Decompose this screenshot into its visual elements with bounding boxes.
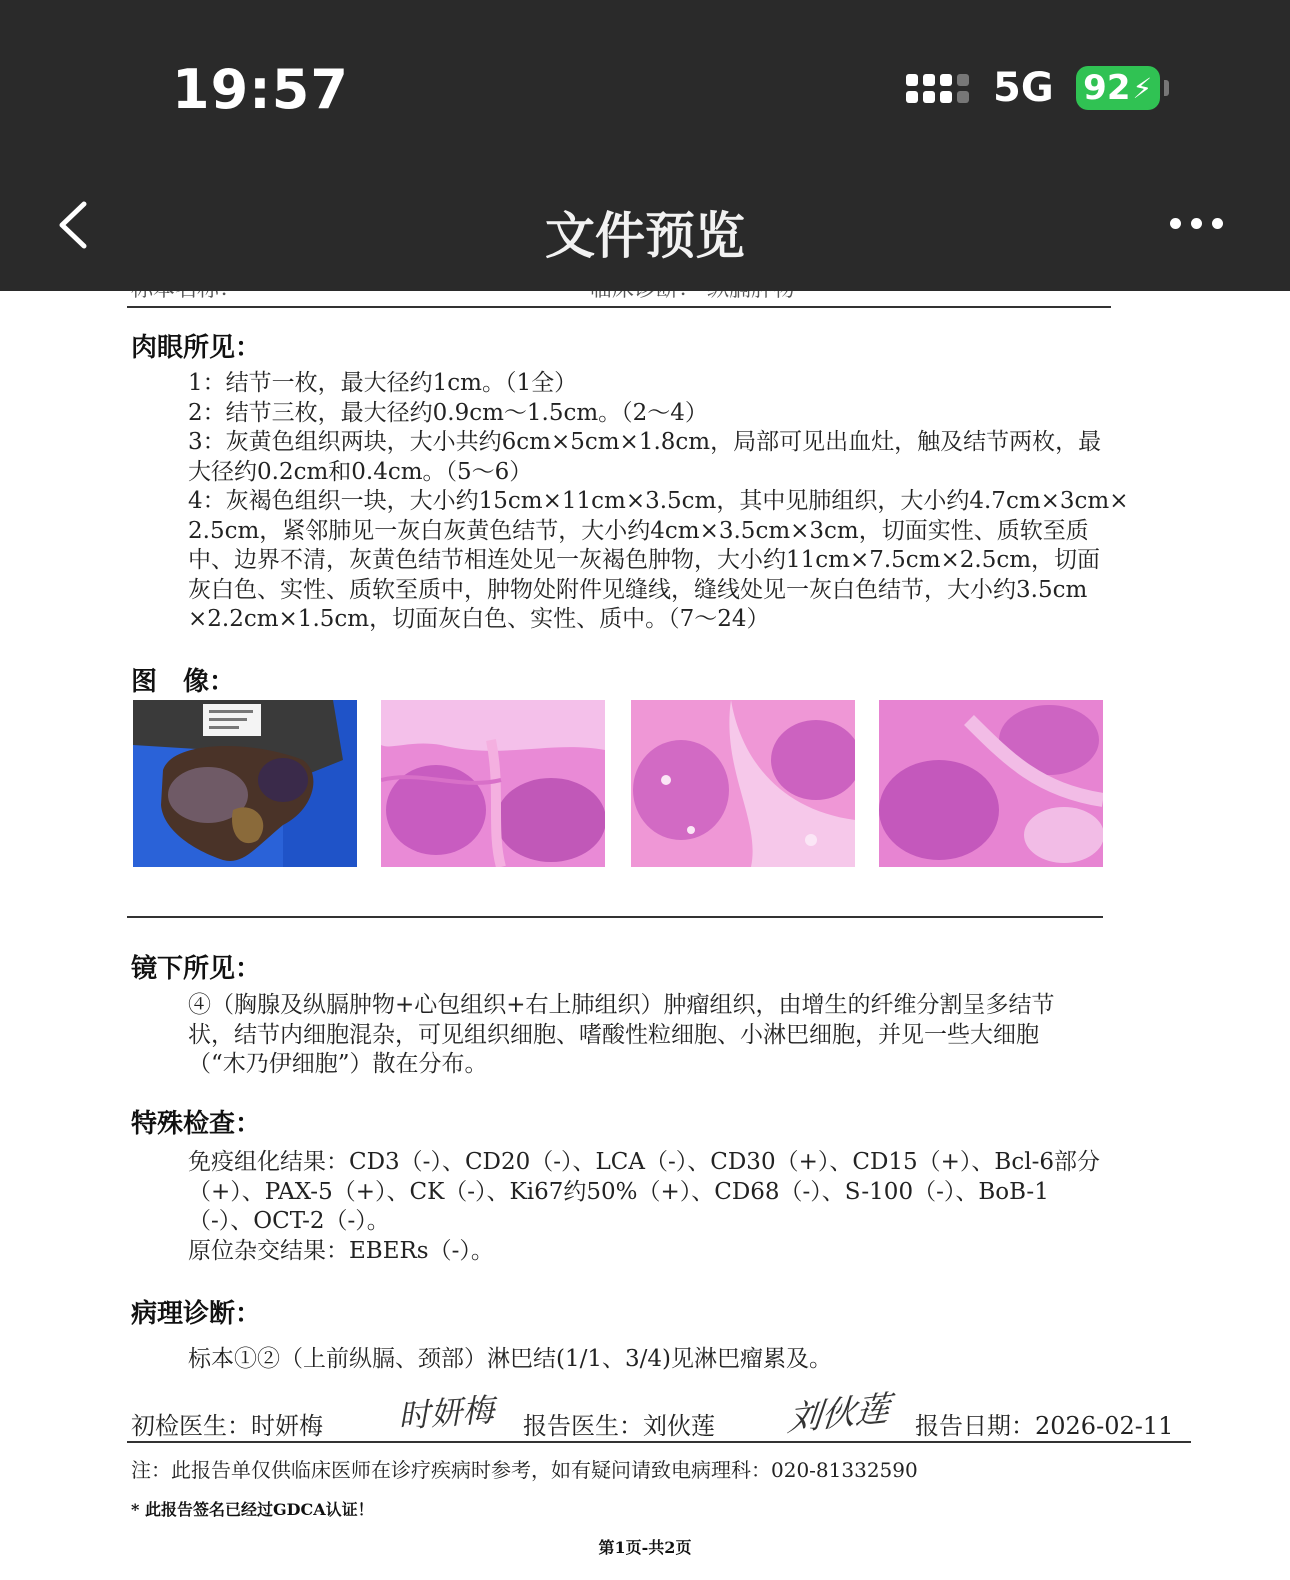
first-doctor-signature: 时妍梅 <box>396 1390 496 1436</box>
report-date-label: 报告日期： <box>915 1412 1035 1440</box>
footer-divider <box>127 1441 1191 1443</box>
disclaimer-note: 注：此报告单仅供临床医师在诊疗疾病时参考，如有疑问请致电病理科：020-81332590 <box>131 1458 918 1482</box>
signal-icon <box>906 74 969 103</box>
micro-line: （“木乃伊细胞”）散在分布。 <box>188 1051 488 1077</box>
micro-title: 镜下所见： <box>131 954 262 984</box>
special-title: 特殊检查： <box>131 1109 262 1139</box>
report-doctor-row <box>523 1406 715 1441</box>
report-date: 2026-02-11 <box>1035 1412 1174 1440</box>
report-date-row <box>915 1406 1173 1441</box>
status-time: 19:57 <box>172 58 349 121</box>
page-title: 文件预览 <box>545 207 745 265</box>
he-stain-photo-1[interactable] <box>381 700 605 867</box>
micro-line: ④（胸腺及纵膈肿物+心包组织+右上肺组织）肿瘤组织，由增生的纤维分割呈多结节 <box>188 992 1055 1018</box>
gross-line: 1：结节一枚，最大径约1cm。（1全） <box>188 370 578 396</box>
images-divider <box>127 916 1103 918</box>
micro-line: 状，结节内细胞混杂，可见组织细胞、嗜酸性粒细胞、小淋巴细胞，并见一些大细胞 <box>188 1021 1039 1048</box>
app-header <box>0 0 1290 291</box>
first-doctor-row <box>131 1406 323 1441</box>
gross-line: 4：灰褐色组织一块，大小约15cm×11cm×3.5cm，其中见肺组织，大小约4.7cm×3cm× <box>188 488 1129 514</box>
report-doctor-label: 报告医生： <box>523 1412 643 1440</box>
report-doctor-name: 刘伙莲 <box>643 1412 715 1440</box>
special-description <box>188 1148 1188 1266</box>
gross-line: 3：灰黄色组织两块，大小共约6cm×5cm×1.8cm，局部可见出血灶，触及结节两枚，最 <box>188 429 1102 455</box>
header-divider <box>127 306 1111 308</box>
gross-specimen-photo[interactable] <box>133 700 357 867</box>
gross-line: 灰白色、实性、质软至质中，肿物处附件见缝线，缝线处见一灰白色结节，大小约3.5cm <box>188 576 1088 603</box>
page-indicator: 第1页-共2页 <box>598 1538 692 1557</box>
first-doctor-label: 初检医生： <box>131 1412 251 1440</box>
he-stain-photo-3[interactable] <box>879 700 1103 867</box>
gross-line: 大径约0.2cm和0.4cm。（5～6） <box>188 458 533 485</box>
diagnosis-title: 病理诊断： <box>131 1299 262 1329</box>
battery-level: 92 <box>1083 68 1131 108</box>
special-line: （-）、OCT-2（-）。 <box>188 1208 390 1234</box>
gross-title: 肉眼所见： <box>131 333 262 363</box>
more-options-icon[interactable] <box>1170 218 1223 229</box>
gross-line: 2：结节三枚，最大径约0.9cm～1.5cm。（2～4） <box>188 399 708 426</box>
gdca-note: * 此报告签名已经过GDCA认证！ <box>131 1500 374 1519</box>
report-doctor-signature: 刘伙莲 <box>785 1388 892 1440</box>
he-stain-photo-2[interactable] <box>631 700 855 867</box>
special-line: 免疫组化结果：CD3（-）、CD20（-）、LCA（-）、CD30（+）、CD15（+）、Bcl-6部分 <box>188 1149 1100 1175</box>
gross-line: 中、边界不清，灰黄色结节相连处见一灰褐色肿物，大小约11cm×7.5cm×2.5cm，切面 <box>188 547 1101 573</box>
status-indicators <box>906 62 1160 114</box>
images-title: 图 像： <box>131 667 236 697</box>
network-label: 5G <box>993 65 1054 111</box>
charging-bolt-icon: ⚡ <box>1132 71 1153 105</box>
gross-line: 2.5cm，紧邻肺见一灰白灰黄色结节，大小约4cm×3.5cm×3cm，切面实性、质软至质 <box>188 517 1089 544</box>
gross-description <box>188 369 1188 635</box>
diagnosis-text <box>188 1345 1188 1375</box>
battery-icon <box>1076 66 1160 110</box>
micro-description <box>188 991 1188 1080</box>
special-line: （+）、PAX-5（+）、CK（-）、Ki67约50%（+）、CD68（-）、S-100（-）、BoB-1 <box>188 1178 1049 1205</box>
diagnosis-line: 标本①②（上前纵膈、颈部）淋巴结(1/1、3/4)见淋巴瘤累及。 <box>188 1346 832 1372</box>
special-line: 原位杂交结果：EBERs（-）。 <box>188 1237 494 1264</box>
gross-line: ×2.2cm×1.5cm，切面灰白色、实性、质中。（7～24） <box>188 606 770 632</box>
first-doctor-name: 时妍梅 <box>251 1412 323 1440</box>
